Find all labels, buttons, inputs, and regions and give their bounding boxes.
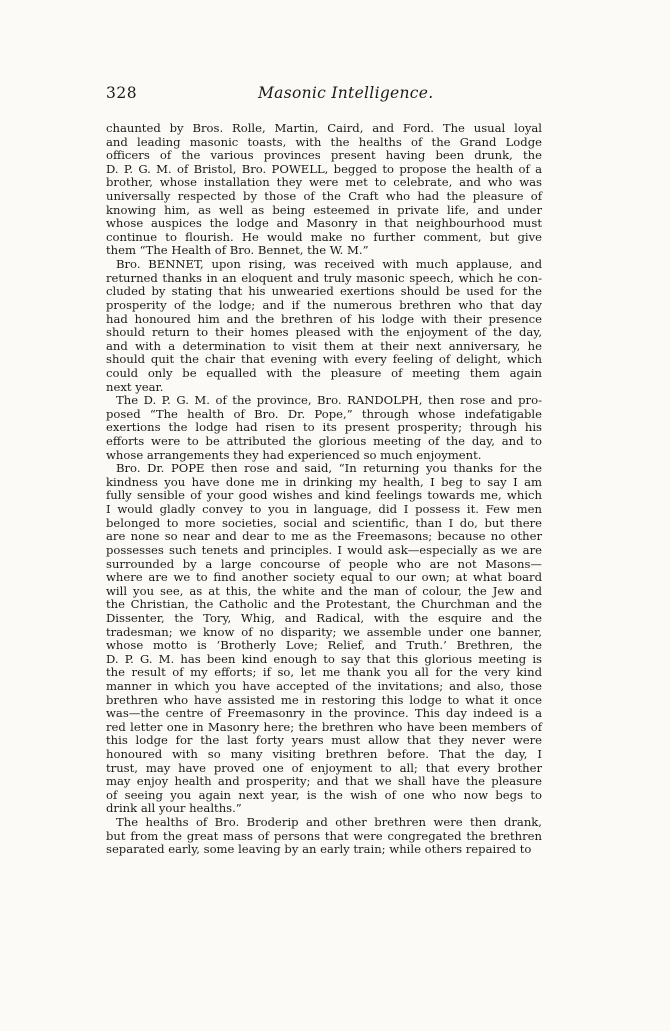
text-line: next year. <box>106 379 164 394</box>
text-line: exertions the lodge had risen to its present prosperity; through his <box>106 420 542 435</box>
text-line: continue to flourish. He would make no further comment, but give <box>106 229 542 244</box>
text-line: chaunted by Bros. Rolle, Martin, Caird, and Ford. The usual loyal <box>106 121 542 135</box>
article-body <box>106 122 542 857</box>
page-number: 328 <box>106 84 138 102</box>
text-line: officers of the various provinces present having been drunk, the <box>106 148 542 163</box>
text-line: fully sensible of your good wishes and kind feelings towards me, which <box>106 488 542 503</box>
text-line: brethren who have assisted me in restoring this lodge to what it once <box>106 692 542 707</box>
text-line: whose arrangements they had experienced so much enjoyment. <box>106 447 482 462</box>
text-line: Dissenter, the Tory, Whig, and Radical, with the esquire and the <box>106 610 542 625</box>
text-line: cluded by stating that his unwearied exertions should be used for the <box>106 284 542 299</box>
text-line: and leading masonic toasts, with the healths of the Grand Lodge <box>106 134 542 149</box>
text-line: efforts were to be attributed the glorious meeting of the day, and to <box>106 434 542 449</box>
text-line: but from the great mass of persons that were congregated the brethren <box>106 828 542 843</box>
text-line: D. P. G. M. of Bristol, Bro. POWELL, begged to propose the health of a <box>106 161 542 176</box>
text-line: Bro. BENNET, upon rising, was received with much applause, and <box>116 257 542 272</box>
running-title: Masonic Intelligence. <box>258 84 434 102</box>
text-line: separated early, some leaving by an early train; while others repaired to <box>106 842 532 857</box>
paragraph <box>106 122 542 258</box>
text-line: returned thanks in an eloquent and truly masonic speech, which he con- <box>106 270 542 285</box>
text-line: the Christian, the Catholic and the Protestant, the Churchman and the <box>106 597 542 612</box>
text-line: knowing him, as well as being esteemed in private life, and under <box>106 202 542 217</box>
text-line: prosperity of the lodge; and if the numerous brethren who that day <box>106 297 542 312</box>
text-line: brother, whose installation they were met to celebrate, and who was <box>106 175 542 190</box>
text-line: drink all your healths.” <box>106 801 242 816</box>
text-line: may enjoy health and prosperity; and that we shall have the pleasure <box>106 774 542 789</box>
text-line: The healths of Bro. Broderip and other brethren were then drank, <box>116 815 542 830</box>
text-line: this lodge for the last forty years must allow that they never were <box>106 733 542 748</box>
text-line: should return to their homes pleased with the enjoyment of the day, <box>106 325 542 340</box>
text-line: are none so near and dear to me as the Freemasons; because no other <box>106 529 542 544</box>
text-line: trust, may have proved one of enjoyment to all; that every brother <box>106 760 542 775</box>
page-header <box>106 84 542 122</box>
text-line: and with a determination to visit them at their next anniversary, he <box>106 338 542 353</box>
text-line: belonged to more societies, social and scientific, than I do, but there <box>106 515 542 530</box>
text-line: whose auspices the lodge and Masonry in that neighbourhood must <box>106 216 542 231</box>
text-line: the result of my efforts; if so, let me thank you all for the very kind <box>106 665 542 680</box>
text-line: honoured with so many visiting brethren before. That the day, I <box>106 747 542 762</box>
text-line: kindness you have done me in drinking my health, I beg to say I am <box>106 474 542 489</box>
text-line: D. P. G. M. has been kind enough to say that this glorious meeting is <box>106 651 542 666</box>
text-line: red letter one in Masonry here; the brethren who have been members of <box>106 719 542 734</box>
text-line: tradesman; we know of no disparity; we assemble under one banner, <box>106 624 542 639</box>
paragraph <box>106 394 542 462</box>
text-line: whose motto is ‘Brotherly Love; Relief, and Truth.’ Brethren, the <box>106 638 542 653</box>
text-line: universally respected by those of the Craft who had the pleasure of <box>106 189 542 204</box>
paragraph <box>106 462 542 816</box>
text-line: of seeing you again next year, is the wish of one who now begs to <box>106 787 542 802</box>
text-line: where are we to find another society equal to our own; at what board <box>106 570 542 585</box>
text-line: could only be equalled with the pleasure of meeting them again <box>106 365 542 380</box>
text-line: surrounded by a large concourse of people who are not Masons— <box>106 556 542 571</box>
text-line: had honoured him and the brethren of his lodge with their presence <box>106 311 542 326</box>
text-line: posed “The health of Bro. Dr. Pope,” through whose indefatigable <box>106 406 542 421</box>
text-line: should quit the chair that evening with every feeling of delight, which <box>106 352 542 367</box>
text-line: was—the centre of Freemasonry in the province. This day indeed is a <box>106 706 542 721</box>
text-line: will you see, as at this, the white and the man of colour, the Jew and <box>106 583 542 598</box>
text-line: Bro. Dr. POPE then rose and said, “In returning you thanks for the <box>116 461 542 476</box>
paragraph <box>106 816 542 857</box>
text-line: The D. P. G. M. of the province, Bro. RANDOLPH, then rose and pro- <box>116 393 542 408</box>
paragraph <box>106 258 542 394</box>
text-line: possesses such tenets and principles. I would ask—especially as we are <box>106 542 542 557</box>
text-line: I would gladly convey to you in language, did I possess it. Few men <box>106 502 542 517</box>
text-line: them “The Health of Bro. Bennet, the W. M.” <box>106 243 369 258</box>
text-line: manner in which you have accepted of the invitations; and also, those <box>106 678 542 693</box>
